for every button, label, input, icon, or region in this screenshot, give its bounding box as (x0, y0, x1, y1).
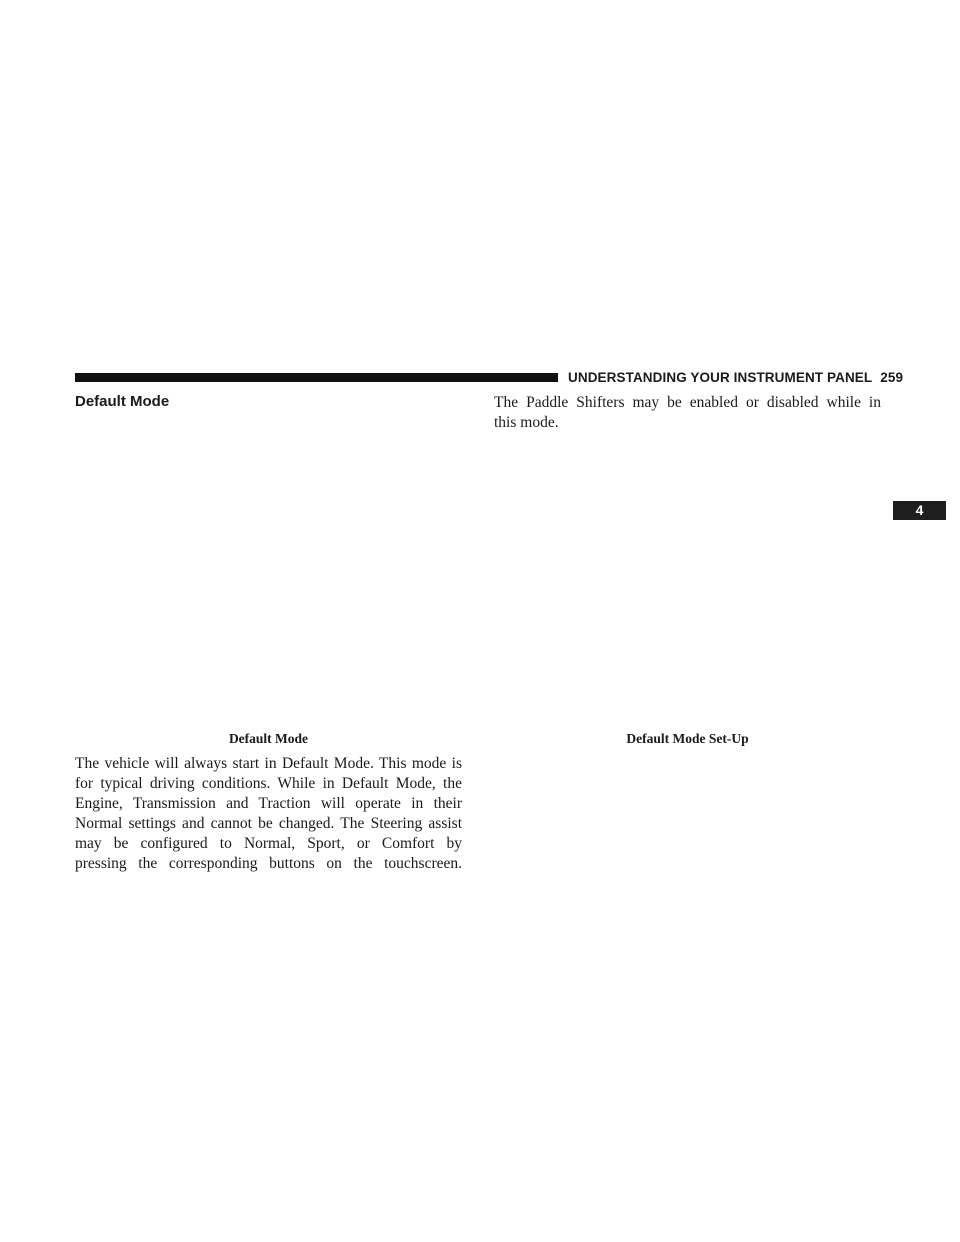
page-number: 259 (880, 370, 904, 385)
paragraph-line: The Paddle Shifters may be enabled or disabled while in (494, 394, 881, 411)
paragraph-line: The vehicle will always start in Default Mode. This mode is (75, 755, 462, 772)
paragraph-line: for typical driving conditions. While in Default Mode, the (75, 775, 462, 792)
paragraph-line: Normal settings and cannot be changed. The Steering assist (75, 815, 462, 832)
chapter-tab: 4 (893, 501, 946, 520)
paddle-shifters-paragraph (494, 393, 881, 433)
default-mode-figure (75, 418, 462, 722)
default-mode-paragraph (75, 754, 462, 874)
paragraph-line: pressing the corresponding buttons on the touchscreen. (75, 855, 462, 872)
default-mode-setup-figure (494, 440, 881, 722)
paragraph-line: this mode. (494, 414, 559, 431)
section-heading: Default Mode (75, 393, 170, 410)
figure-caption-default-mode: Default Mode (228, 731, 309, 746)
paragraph-line: may be configured to Normal, Sport, or Comfort by (75, 835, 462, 852)
header-rule (75, 373, 558, 382)
running-header (568, 369, 904, 386)
paragraph-line: Engine, Transmission and Traction will operate in their (75, 795, 462, 812)
header-title: UNDERSTANDING YOUR INSTRUMENT PANEL (568, 370, 873, 385)
figure-caption-default-mode-setup: Default Mode Set-Up (626, 731, 749, 746)
